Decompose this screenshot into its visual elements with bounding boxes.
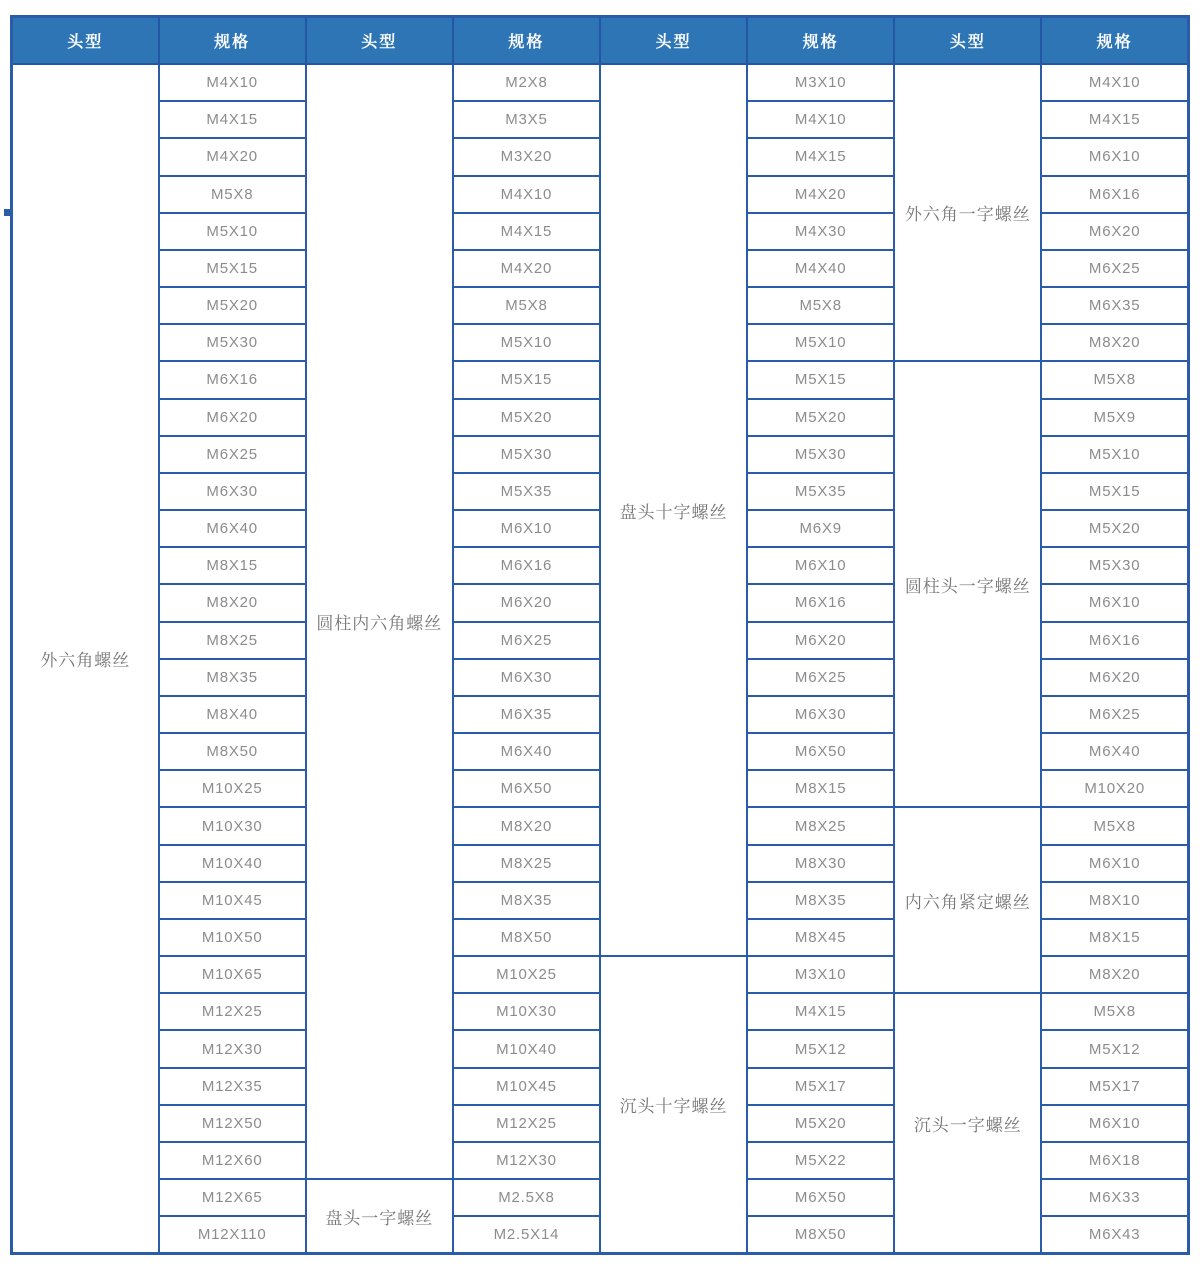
- spec-cell: M4X40: [747, 250, 894, 287]
- spec-cell: M6X16: [1041, 622, 1188, 659]
- spec-cell: M6X10: [453, 510, 600, 547]
- spec-cell: M10X30: [453, 993, 600, 1030]
- column-header-head-type-3: 头型: [600, 17, 747, 65]
- spec-cell: M5X20: [453, 399, 600, 436]
- spec-cell: M3X10: [747, 64, 894, 101]
- spec-cell: M4X20: [453, 250, 600, 287]
- spec-cell: M12X25: [453, 1105, 600, 1142]
- spec-cell: M5X8: [1041, 361, 1188, 398]
- spec-cell: M6X18: [1041, 1142, 1188, 1179]
- spec-cell: M5X30: [453, 436, 600, 473]
- spec-cell: M8X35: [453, 882, 600, 919]
- spec-cell: M6X25: [453, 622, 600, 659]
- spec-cell: M5X22: [747, 1142, 894, 1179]
- spec-cell: M5X10: [159, 213, 306, 250]
- spec-cell: M6X30: [453, 659, 600, 696]
- spec-cell: M8X30: [747, 845, 894, 882]
- spec-cell: M8X50: [453, 919, 600, 956]
- head-type-cell: 圆柱内六角螺丝: [306, 64, 453, 1179]
- spec-cell: M6X30: [159, 473, 306, 510]
- spec-cell: M5X15: [159, 250, 306, 287]
- head-type-cell: 盘头一字螺丝: [306, 1179, 453, 1253]
- spec-cell: M2.5X8: [453, 1179, 600, 1216]
- column-header-head-type-4: 头型: [894, 17, 1041, 65]
- spec-cell: M5X20: [1041, 510, 1188, 547]
- spec-cell: M5X35: [747, 473, 894, 510]
- spec-cell: M6X16: [747, 584, 894, 621]
- spec-cell: M5X9: [1041, 399, 1188, 436]
- head-type-cell: 圆柱头一字螺丝: [894, 361, 1041, 807]
- table-row: [12, 64, 1189, 101]
- spec-cell: M10X40: [453, 1030, 600, 1067]
- spec-cell: M5X10: [747, 324, 894, 361]
- spec-cell: M5X12: [747, 1030, 894, 1067]
- spec-cell: M4X15: [453, 213, 600, 250]
- spec-cell: M6X33: [1041, 1179, 1188, 1216]
- table-header-row: [12, 17, 1189, 65]
- spec-cell: M6X20: [159, 399, 306, 436]
- spec-cell: M6X16: [1041, 176, 1188, 213]
- spec-cell: M6X20: [1041, 659, 1188, 696]
- spec-cell: M2X8: [453, 64, 600, 101]
- spec-cell: M8X40: [159, 696, 306, 733]
- column-header-spec-2: 规格: [453, 17, 600, 65]
- spec-cell: M12X60: [159, 1142, 306, 1179]
- spec-cell: M10X45: [453, 1068, 600, 1105]
- spec-cell: M5X10: [453, 324, 600, 361]
- head-type-cell: 沉头十字螺丝: [600, 956, 747, 1253]
- spec-cell: M6X50: [747, 1179, 894, 1216]
- head-type-cell: 外六角螺丝: [12, 64, 159, 1254]
- spec-cell: M6X20: [453, 584, 600, 621]
- table-body: [12, 64, 1189, 1254]
- spec-cell: M6X10: [1041, 845, 1188, 882]
- spec-cell: M8X20: [453, 807, 600, 844]
- spec-cell: M5X30: [159, 324, 306, 361]
- spec-cell: M3X5: [453, 101, 600, 138]
- spec-cell: M3X20: [453, 138, 600, 175]
- spec-cell: M10X30: [159, 807, 306, 844]
- spec-cell: M10X45: [159, 882, 306, 919]
- spec-cell: M6X35: [1041, 287, 1188, 324]
- spec-cell: M4X20: [747, 176, 894, 213]
- spec-cell: M4X15: [747, 138, 894, 175]
- spec-cell: M4X10: [453, 176, 600, 213]
- spec-cell: M5X35: [453, 473, 600, 510]
- column-header-spec-3: 规格: [747, 17, 894, 65]
- spec-cell: M6X35: [453, 696, 600, 733]
- spec-cell: M12X50: [159, 1105, 306, 1142]
- spec-cell: M5X15: [747, 361, 894, 398]
- spec-cell: M5X30: [747, 436, 894, 473]
- spec-cell: M5X20: [747, 1105, 894, 1142]
- spec-cell: M6X50: [747, 733, 894, 770]
- head-type-cell: 外六角一字螺丝: [894, 64, 1041, 361]
- spec-cell: M6X40: [1041, 733, 1188, 770]
- spec-cell: M6X25: [1041, 696, 1188, 733]
- spec-cell: M5X30: [1041, 547, 1188, 584]
- spec-cell: M6X25: [159, 436, 306, 473]
- spec-cell: M6X25: [747, 659, 894, 696]
- spec-cell: M6X43: [1041, 1216, 1188, 1253]
- spec-cell: M8X15: [1041, 919, 1188, 956]
- spec-cell: M5X15: [1041, 473, 1188, 510]
- spec-cell: M10X20: [1041, 770, 1188, 807]
- screw-spec-table: [10, 15, 1190, 1255]
- spec-cell: M6X40: [159, 510, 306, 547]
- spec-cell: M6X16: [453, 547, 600, 584]
- spec-cell: M8X35: [159, 659, 306, 696]
- spec-cell: M5X20: [747, 399, 894, 436]
- spec-cell: M4X15: [1041, 101, 1188, 138]
- spec-cell: M12X25: [159, 993, 306, 1030]
- spec-cell: M12X30: [159, 1030, 306, 1067]
- spec-cell: M5X8: [453, 287, 600, 324]
- spec-cell: M6X10: [1041, 1105, 1188, 1142]
- spec-cell: M6X25: [1041, 250, 1188, 287]
- spec-cell: M4X10: [747, 101, 894, 138]
- spec-cell: M6X40: [453, 733, 600, 770]
- spec-cell: M10X25: [159, 770, 306, 807]
- spec-cell: M4X15: [159, 101, 306, 138]
- spec-cell: M5X8: [1041, 807, 1188, 844]
- column-header-spec-1: 规格: [159, 17, 306, 65]
- spec-cell: M8X35: [747, 882, 894, 919]
- spec-cell: M10X40: [159, 845, 306, 882]
- spec-cell: M6X20: [1041, 213, 1188, 250]
- spec-cell: M8X50: [159, 733, 306, 770]
- spec-cell: M4X30: [747, 213, 894, 250]
- head-type-cell: 沉头一字螺丝: [894, 993, 1041, 1253]
- spec-cell: M8X45: [747, 919, 894, 956]
- spec-cell: M5X8: [747, 287, 894, 324]
- spec-cell: M4X10: [159, 64, 306, 101]
- spec-cell: M2.5X14: [453, 1216, 600, 1253]
- spec-cell: M4X15: [747, 993, 894, 1030]
- spec-cell: M8X25: [453, 845, 600, 882]
- spec-cell: M8X50: [747, 1216, 894, 1253]
- spec-cell: M5X12: [1041, 1030, 1188, 1067]
- spec-cell: M8X25: [159, 622, 306, 659]
- spec-cell: M10X25: [453, 956, 600, 993]
- spec-cell: M5X15: [453, 361, 600, 398]
- spec-cell: M6X10: [747, 547, 894, 584]
- spec-cell: M5X17: [1041, 1068, 1188, 1105]
- spec-cell: M12X110: [159, 1216, 306, 1253]
- spec-cell: M6X10: [1041, 584, 1188, 621]
- head-type-cell: 内六角紧定螺丝: [894, 807, 1041, 993]
- head-type-cell: 盘头十字螺丝: [600, 64, 747, 956]
- spec-cell: M4X20: [159, 138, 306, 175]
- spec-cell: M5X20: [159, 287, 306, 324]
- spec-cell: M8X15: [747, 770, 894, 807]
- spec-cell: M4X10: [1041, 64, 1188, 101]
- spec-cell: M12X65: [159, 1179, 306, 1216]
- spec-cell: M6X50: [453, 770, 600, 807]
- spec-cell: M6X10: [1041, 138, 1188, 175]
- spec-cell: M8X15: [159, 547, 306, 584]
- spec-cell: M10X65: [159, 956, 306, 993]
- column-header-head-type-2: 头型: [306, 17, 453, 65]
- spec-cell: M8X20: [1041, 324, 1188, 361]
- spec-cell: M5X17: [747, 1068, 894, 1105]
- spec-cell: M12X30: [453, 1142, 600, 1179]
- spec-cell: M5X8: [1041, 993, 1188, 1030]
- spec-cell: M6X9: [747, 510, 894, 547]
- spec-cell: M8X25: [747, 807, 894, 844]
- spec-cell: M6X16: [159, 361, 306, 398]
- spec-cell: M3X10: [747, 956, 894, 993]
- spec-cell: M6X20: [747, 622, 894, 659]
- spec-cell: M6X30: [747, 696, 894, 733]
- spec-cell: M5X10: [1041, 436, 1188, 473]
- spec-cell: M10X50: [159, 919, 306, 956]
- spec-cell: M8X20: [159, 584, 306, 621]
- column-header-spec-4: 规格: [1041, 17, 1188, 65]
- spec-cell: M8X10: [1041, 882, 1188, 919]
- spec-cell: M5X8: [159, 176, 306, 213]
- spec-cell: M8X20: [1041, 956, 1188, 993]
- spec-cell: M12X35: [159, 1068, 306, 1105]
- column-header-head-type-1: 头型: [12, 17, 159, 65]
